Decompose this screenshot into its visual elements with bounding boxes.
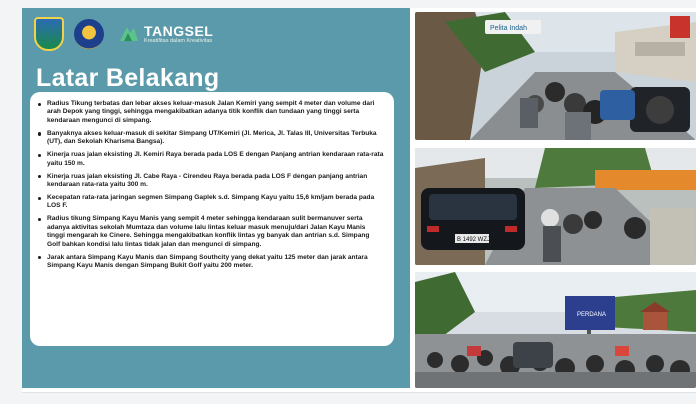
bullet-item: Kecepatan rata-rata jaringan segmen Simpang Gaplek s.d. Simpang Kayu yaitu 15,6 km/jam berada pada LOS F. — [38, 194, 384, 211]
bullet-item: Jarak antara Simpang Kayu Manis dan Simpang Southcity yang dekat yaitu 125 meter dan jarak antara Simpang Kayu Manis dengan Simpang Bukit Golf yaitu 200 meter. — [38, 254, 384, 271]
bullet-item: Radius Tikung terbatas dan lebar akses keluar-masuk Jalan Kemiri yang sempit 4 meter dan volume dari arah Depok yang tinggi, sehingga mengakibatkan adanya titik konflik dan tundaan yang tinggi serta kendaraan mengunci di simpang. — [38, 100, 384, 125]
photo-column — [415, 12, 696, 388]
slide-title: Latar Belakang — [36, 64, 220, 92]
city-emblem-icon — [34, 17, 64, 51]
road-sign-text: Pelita Indah — [490, 25, 527, 32]
traffic-photo-2 — [415, 148, 696, 265]
traffic-photo-3 — [415, 272, 696, 388]
brand-tagline: Kreatifitas dalam Kreativitas — [144, 37, 213, 44]
transport-emblem-icon — [74, 19, 104, 49]
content-box — [30, 92, 394, 346]
bullet-item: Banyaknya akses keluar-masuk di sekitar Simpang UT/Kemiri (Jl. Merica, Jl. Talas III, Universitas Terbuka (UT), dan Sekolah Kharisma Bangsa). — [38, 130, 384, 147]
traffic-photo-1 — [415, 12, 696, 140]
license-plate-text: B 1492 WZJ — [457, 237, 491, 243]
header-logos — [34, 14, 213, 54]
bullet-item: Kinerja ruas jalan eksisting Jl. Kemiri Raya berada pada LOS E dengan Panjang antrian kendaraan rata-rata yaitu 150 m. — [38, 151, 384, 168]
footer-divider — [22, 392, 696, 393]
brand-name: TANGSEL — [144, 22, 214, 39]
tangsel-mark-icon — [118, 25, 140, 43]
bullet-item: Kinerja ruas jalan eksisting Jl. Cabe Raya - Cirendeu Raya berada pada LOS F dengan panjang antrian kendaraan rata-rata yaitu 300 m. — [38, 173, 384, 190]
bullet-list — [30, 92, 394, 270]
tangsel-logo — [118, 24, 213, 45]
bullet-item: Radius tikung Simpang Kayu Manis yang sempit 4 meter sehingga kendaraan sulit bermanuver serta adanya aktivitas sekolah Mumtaza dan volume lalu lintas keluar masuk menuju/dari Jalan Kayu Manis tinggi mengarah ke Cinere. Sehingga mengakibatkan konflik lintas yg banyak dan antrian s.d. Simpang Golf bahkan kondisi lalu lintas tidak jalan dan mengunci di simpang. — [38, 215, 384, 249]
billboard-text: PERDANA — [577, 312, 607, 318]
